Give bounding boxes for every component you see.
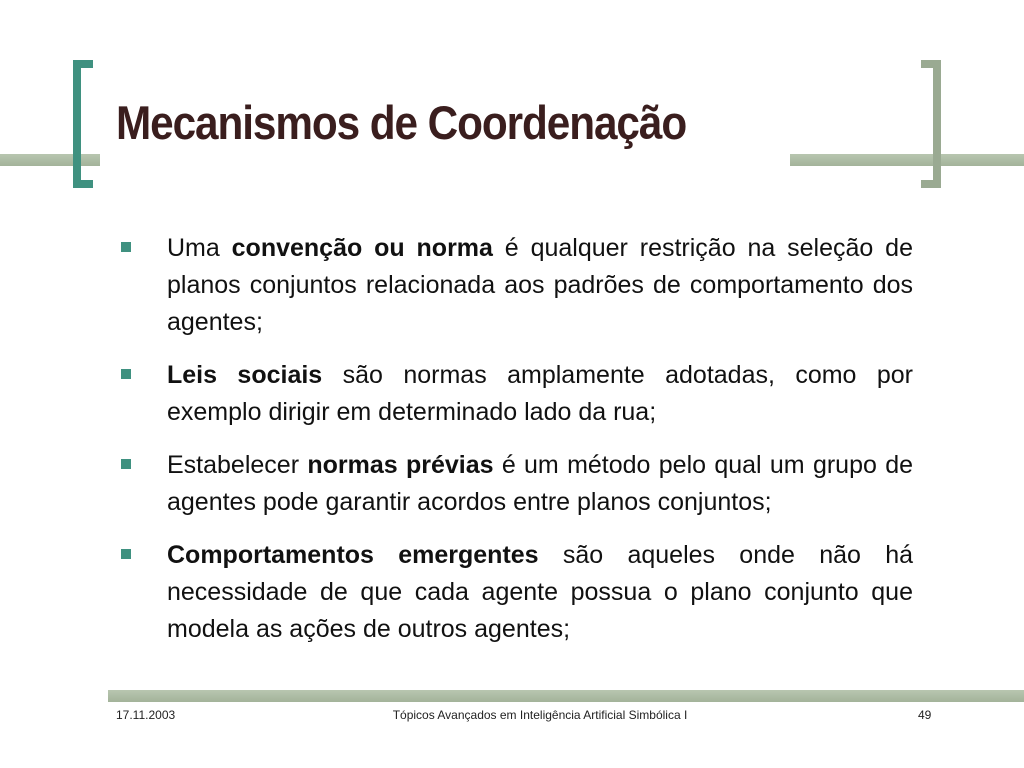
footer-course-title: Tópicos Avançados em Inteligência Artificial Simbólica I — [392, 708, 688, 722]
square-bullet-icon — [121, 459, 131, 469]
bullet-text: Leis sociais são normas amplamente adotadas, como por exemplo dirigir em determinado lado da rua; — [167, 361, 914, 426]
left-bracket-decoration — [73, 60, 93, 188]
slide-title: Mecanismos de Coordenação — [116, 96, 687, 149]
footer-page-number: 49 — [918, 708, 932, 722]
footer-date: 17.11.2003 — [116, 708, 176, 722]
footer-bar-decoration — [108, 690, 1024, 702]
bullet-text: Comportamentos emergentes são aqueles onde não há necessidade de que cada agente possua o plano conjunto que modela as ações de outros agentes; — [167, 541, 914, 643]
square-bullet-icon — [121, 369, 131, 379]
bullet-text: Estabelecer normas prévias é um método pelo qual um grupo de agentes pode garantir acordos entre planos conjuntos; — [167, 451, 913, 516]
bullet-list — [117, 230, 913, 664]
bullet-item — [117, 357, 913, 431]
square-bullet-icon — [121, 549, 131, 559]
right-bracket-decoration — [921, 60, 941, 188]
bullet-item — [117, 537, 913, 648]
square-bullet-icon — [121, 242, 131, 252]
bullet-text: Uma convenção ou norma é qualquer restrição na seleção de planos conjuntos relacionada aos padrões de comportamento dos agentes; — [167, 234, 913, 336]
bullet-item — [117, 447, 913, 521]
bullet-item — [117, 230, 913, 341]
